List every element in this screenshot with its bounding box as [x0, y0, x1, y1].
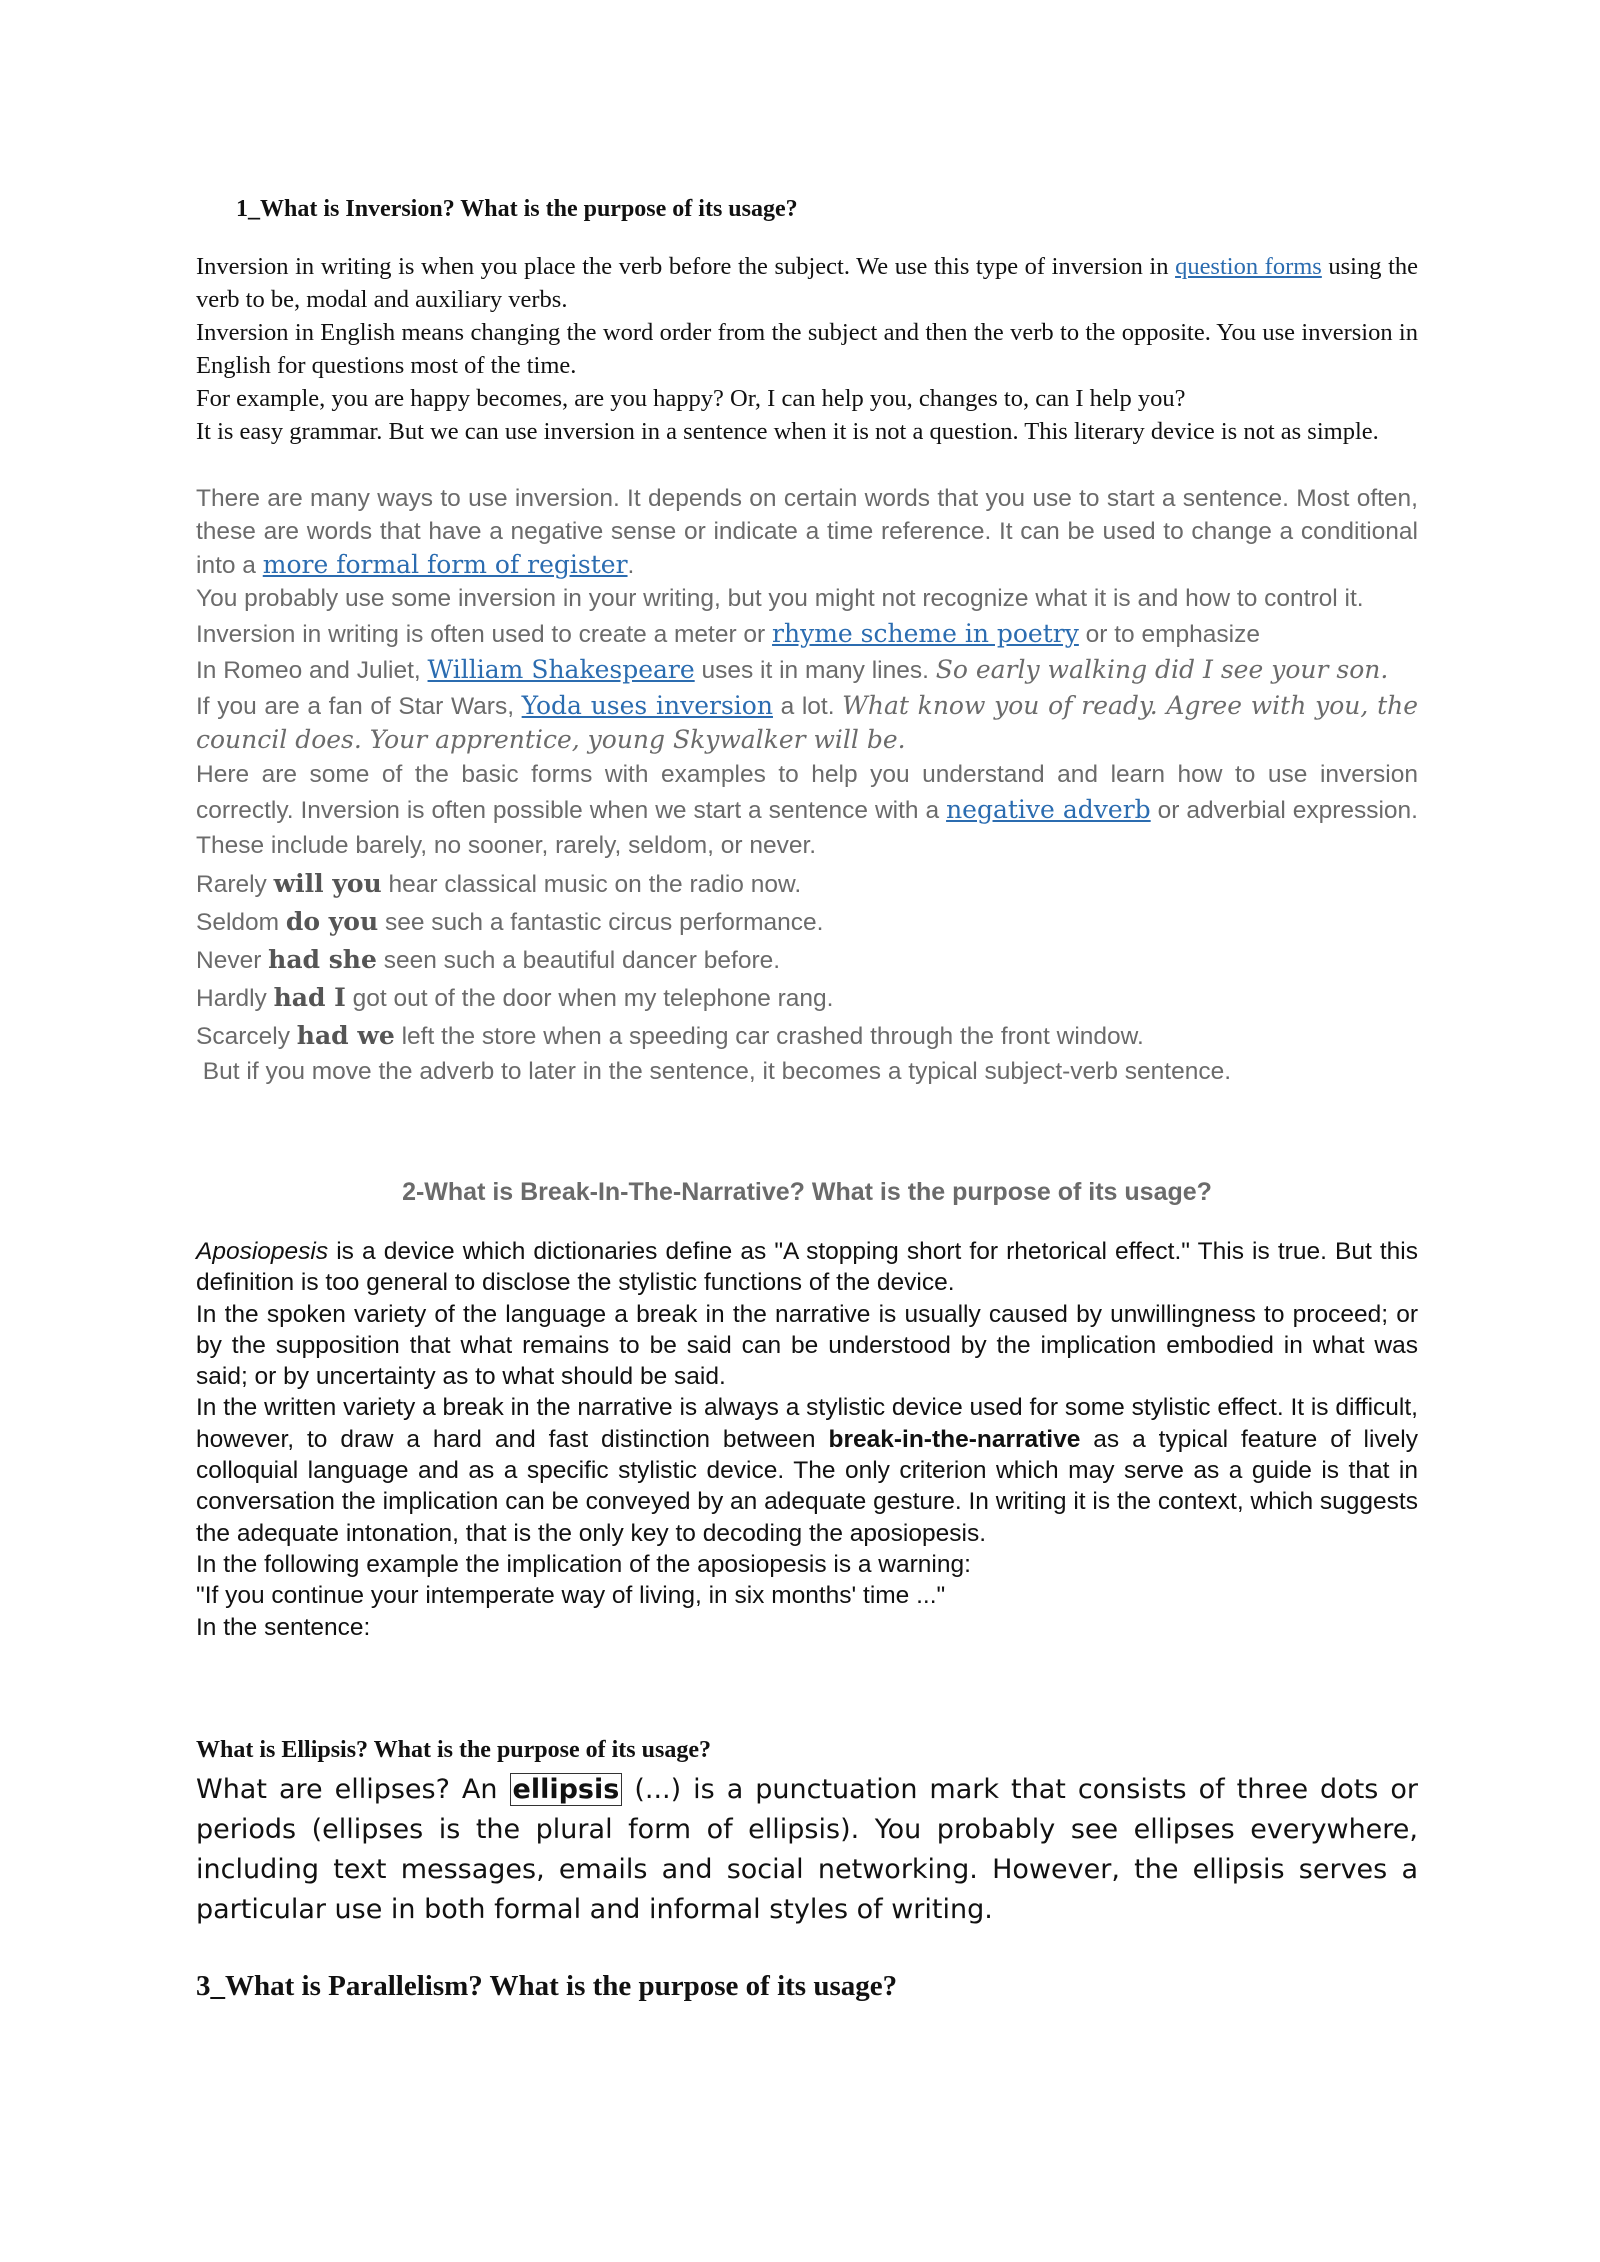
inversion-gray-paragraph-4 [196, 653, 1418, 687]
break-heading: 2-What is Break-In-The-Narrative? What is the purpose of its usage? [402, 1178, 1212, 1206]
ellipsis-section [196, 1770, 1418, 1930]
inversion-paragraph-2: Inversion in English means changing the word order from the subject and then the verb to the opposite. You use inversion in English for questions most of the time. [196, 319, 1418, 379]
inversion-gray-paragraph-1 [196, 482, 1418, 582]
inversion-paragraph-3: For example, you are happy becomes, are you happy? Or, I can help you, changes to, can I help you? [196, 385, 1186, 412]
text: using the verb to be, modal and auxiliary verbs. [196, 253, 1418, 313]
break-term: break-in-the-narrative [828, 1425, 1081, 1453]
text: or to emphasize [1078, 621, 1260, 648]
example-4 [196, 979, 1418, 1017]
text: . [627, 552, 635, 579]
break-paragraph-1 [196, 1236, 1418, 1299]
emphasis: will you [273, 869, 382, 898]
text: Seldom [196, 909, 286, 936]
inversion-intro [196, 250, 1418, 448]
text: a lot. [772, 693, 843, 720]
text: If you are a fan of Star Wars, [196, 693, 522, 720]
inversion-heading: 1_What is Inversion? What is the purpose of its usage? [236, 196, 798, 222]
question-forms-link[interactable]: question forms [1175, 253, 1322, 280]
break-example-quote: "If you continue your intemperate way of living, in six months' time ..." [196, 1582, 946, 1610]
shakespeare-link[interactable]: William Shakespeare [427, 655, 695, 684]
negative-adverb-link[interactable]: negative adverb [946, 795, 1151, 824]
example-1 [196, 865, 1418, 903]
text: Scarcely [196, 1023, 297, 1050]
quote-text: So early walking did I see your son. [935, 655, 1389, 684]
rhyme-scheme-link[interactable]: rhyme scheme in poetry [772, 619, 1079, 648]
inversion-gray-paragraph-2: You probably use some inversion in your writing, but you might not recognize what it is and how to control it. [196, 585, 1364, 612]
emphasis: had I [273, 983, 346, 1012]
text: Never [196, 947, 269, 974]
parallelism-heading: 3_What is Parallelism? What is the purpose of its usage? [196, 1970, 898, 2002]
break-paragraph-2: In the spoken variety of the language a break in the narrative is usually caused by unwillingness to proceed; or by the supposition that what remains to be said can be understood by the implication embodied in what was said; or by uncertainty as to what should be said. [196, 1300, 1418, 1391]
text: Inversion in writing is often used to create a meter or [196, 621, 773, 648]
text: There are many ways to use inversion. It depends on certain words that you use to start a sentence. Most often, these are words that have a negative sense or indicate a time reference. It can be used to change a conditional into a [196, 485, 1418, 579]
text: Here are some of the basic forms with examples to help you understand and learn how to use inversion correctly. Inversion is often possible when we start a sentence with a [196, 761, 1418, 824]
text: Rarely [196, 871, 274, 898]
text: left the store when a speeding car crashed through the front window. [394, 1023, 1144, 1050]
break-section [196, 1236, 1418, 1643]
inversion-gray-paragraph-3 [196, 617, 1418, 651]
text: as a typical feature of lively colloquial language and as a specific stylistic device. The only criterion which may serve as a guide is that in conversation the implication can be conveyed by an adequate gesture. In writing it is the context, which suggests the adequate intonation, that is the only key to decoding the aposiopesis. [196, 1425, 1419, 1547]
text: see such a fantastic circus performance. [378, 909, 824, 936]
emphasis: had she [268, 945, 377, 974]
text: In the written variety a break in the narrative is always a stylistic device used for some stylistic effect. It is difficult, however, to draw a hard and fast distinction between [196, 1394, 1418, 1453]
text: got out of the door when my telephone rang. [345, 985, 834, 1012]
ellipsis-heading: What is Ellipsis? What is the purpose of its usage? [196, 1737, 711, 1763]
text: In Romeo and Juliet, [196, 657, 428, 684]
text: What are ellipses? An [196, 1774, 510, 1805]
emphasis: do you [285, 907, 379, 936]
inversion-paragraph-1 [196, 250, 1418, 316]
text: (...) is a punctuation mark that consists of three dots or periods (ellipses is the plural form of ellipsis). You probably see ellipses everywhere, including text messages, emails and social networking. However, the ellipsis serves a particular use in both formal and informal styles of writing. [196, 1774, 1418, 1925]
example-5 [196, 1017, 1418, 1055]
aposiopesis-term: Aposiopesis [196, 1238, 329, 1265]
inversion-gray-paragraph-6 [196, 757, 1418, 863]
inversion-paragraph-4: It is easy grammar. But we can use inversion in a sentence when it is not a question. This literary device is not as simple. [196, 418, 1379, 445]
text: hear classical music on the radio now. [381, 871, 802, 898]
text: or adverbial expression. These include barely, no sooner, rarely, seldom, or never. [196, 797, 1418, 859]
emphasis: had we [296, 1021, 395, 1050]
text: seen such a beautiful dancer before. [376, 947, 781, 974]
ellipsis-paragraph [196, 1770, 1418, 1930]
text: uses it in many lines. [694, 657, 936, 684]
inversion-details [196, 482, 1418, 1088]
inversion-gray-paragraph-5 [196, 689, 1418, 757]
text: is a device which dictionaries define as "A stopping short for rhetorical effect." This is true. But this definition is too general to disclose the stylistic functions of the device. [196, 1238, 1418, 1297]
text: Hardly [196, 985, 274, 1012]
break-paragraph-4: In the following example the implication of the aposiopesis is a warning: [196, 1550, 971, 1578]
formal-register-link[interactable]: more formal form of register [262, 550, 628, 579]
text: Inversion in writing is when you place the verb before the subject. We use this type of inversion in [196, 253, 1176, 280]
break-paragraph-6: In the sentence: [196, 1613, 371, 1641]
ellipsis-term: ellipsis [510, 1773, 623, 1806]
quote-text: What know you of ready. Agree with you, the council does. Your apprentice, young Skywalker will be. [196, 691, 1419, 754]
inversion-closing: But if you move the adverb to later in the sentence, it becomes a typical subject-verb sentence. [196, 1058, 1232, 1085]
break-paragraph-3 [196, 1392, 1418, 1548]
yoda-link[interactable]: Yoda uses inversion [521, 691, 773, 720]
example-3 [196, 941, 1418, 979]
example-2 [196, 903, 1418, 941]
